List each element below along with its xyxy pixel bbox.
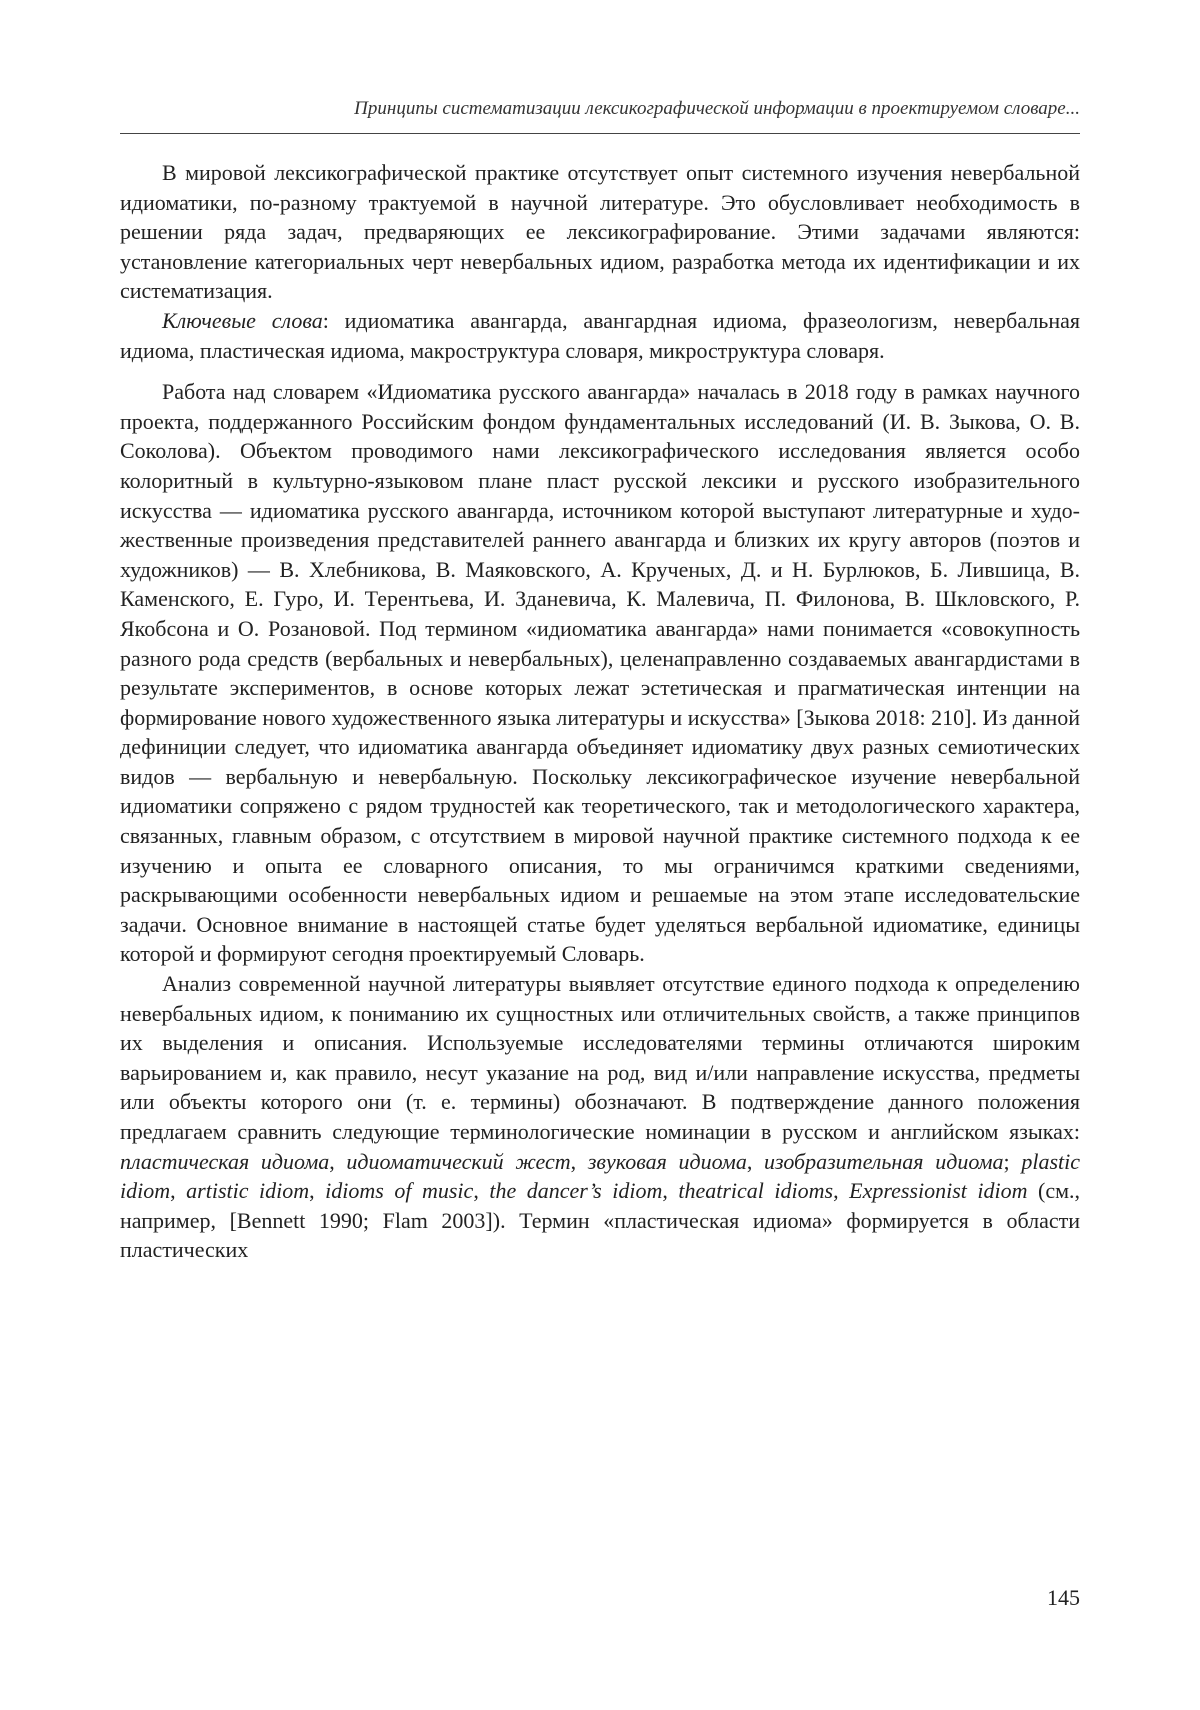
- term: theatrical idioms: [678, 1178, 834, 1204]
- term: plastic idiom: [120, 1148, 1081, 1204]
- running-header: Принципы систематизации лексикографической информации в проектируемом словаре...: [354, 98, 1080, 119]
- body-paragraph-2: Анализ современной научной литературы выявляет отсутствие единого подхода к определению невербальных идиом, к пониманию их сущностных или отличительных свойств, а также принципов их выделения и описания. Используемые исследователями термины отличаются широким варьированием и, как правило, несут указание на род, вид и/или направление искусства, предметы или объекты которого они (т. е. термины) обозначают. В подтверждение данного положения предлагаем сравнить следующие терминологические номинации в русском и английском языках: пластическая идиома, идиоматический жест, звуковая идиома, изобразительная идиома; plastic idiom, artistic idiom, idioms of music, the dancer’s idiom, theatrical idioms, Expressionist idiom (см., например, [Bennett 1990; Flam 2003]). Термин «пластическая идиома» формируется в области пластических: [120, 971, 1081, 1263]
- term: idioms of music: [325, 1178, 474, 1204]
- term: artistic idiom: [186, 1178, 310, 1204]
- term: the dancer’s idiom: [489, 1178, 663, 1204]
- term: пластическая идиома: [120, 1148, 330, 1174]
- analysis-intro: Анализ современной научной литературы выявляет отсутствие единого подхода к определению невербальных идиом, к пониманию их сущностных или отличительных свойств, а также принципов их выделения и описания. Используемые исследователями термины отличаются широким варьированием и, как правило, несут указание на род, вид и/или направление искусства, предметы или объекты которого они (т. е. термины) обозначают. В подтверждение данного положения предлагаем сравнить следующие терминологические номинации в русском и английском языках:: [120, 971, 1080, 1144]
- body-paragraph-1: Работа над словарем «Идиоматика русского авангарда» началась в 2018 году в рамках научного проекта, поддержанного Российским фондом фундаментальных исследований (И. В. Зыкова, О. В. Соколова). Объектом проводимого нами лексикографического исследования является особо колоритный в культурно-языковом плане пласт русской лексики и русского изобразительного искусства — идиоматика русского авангарда, источником которой выступают литературные и художественные произведения представителей раннего авангарда и близких их кругу авторов (поэтов и художников) — В. Хлебникова, В. Маяковского, А. Крученых, Д. и Н. Бурлюков, Б. Лившица, В. Каменского, Е. Гуро, И. Терентьева, И. Зданевича, К. Малевича, П. Филонова, В. Шкловского, Р. Якобсона и О. Розановой. Под термином «идиоматика авангарда» нами понимается «совокупность разного рода средств (вербальных и невербальных), целенаправленно создаваемых авангардистами в результате экспериментов, в основе которых лежат эстетическая и прагматическая интенции на формирование нового художественного языка литературы и искусства» [Зыкова 2018: 210]. Из данной дефиниции следует, что идиоматика авангарда объединяет идиоматику двух разных семиотических видов — вербальную и невербальную. Поскольку лексикографическое изучение невербальной идиоматики сопряжено с рядом трудностей как теоретического, так и методологического характера, связанных, главным образом, с отсутствием в мировой научной практике системного подхода к ее изучению и опыта ее словарного описания, то мы ограничимся краткими сведениями, раскрывающими особенности невербальных идиом и решаемые на этом этапе исследовательские задачи. Основное внимание в настоящей статье будет уделяться вербальной идиоматике, единицы которой и формируют сегодня проектируемый Словарь.: [120, 379, 1080, 967]
- abstract-paragraph: В мировой лексикографической практике отсутствует опыт системного изучения невербальной идиоматики, по-разному трактуемой в научной литературе. Это обусловливает необходимость в решении ряда задач, предваряющих ее лексикографирование. Этими задачами являются: установление категориальных черт невербальных идиом, разработка метода их идентификации и их систематизация.: [120, 160, 1080, 304]
- page: [120, 0, 1080, 1710]
- term: Expressionist idiom: [849, 1178, 1028, 1204]
- keywords-list: : идиоматика авангарда, авангардная идиома, фразеологизм, невербальная идиома, пластическая идиома, макроструктура словаря, микроструктура словаря.: [120, 307, 1080, 363]
- keywords-label: Ключевые слова: [162, 307, 323, 333]
- header-rule: [120, 133, 1080, 134]
- term: звуковая идиома: [587, 1148, 747, 1174]
- analysis-tail: (см., например, [Bennett 1990; Flam 2003]). Термин «пластическая идиома» формируется в области пластических: [120, 1178, 1081, 1263]
- article-body: [120, 158, 1080, 1265]
- term: идиоматический жест: [346, 1148, 571, 1174]
- keywords-paragraph: [120, 306, 1080, 365]
- page-number: 145: [1047, 1585, 1080, 1610]
- term: изобразительная идиома: [764, 1148, 1004, 1174]
